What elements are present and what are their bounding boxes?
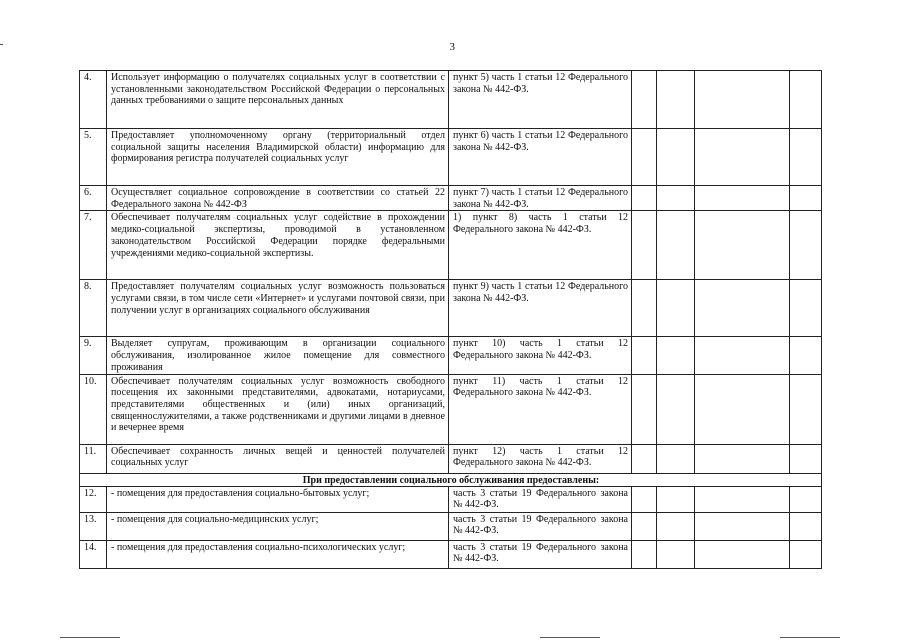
row-number: 12. — [80, 486, 107, 512]
blank-cell — [632, 337, 657, 374]
blank-cell — [657, 486, 695, 512]
blank-cell — [790, 71, 822, 129]
blank-cell — [657, 129, 695, 186]
blank-cell — [695, 129, 790, 186]
blank-cell — [790, 280, 822, 337]
blank-cell — [657, 444, 695, 473]
blank-cell — [632, 540, 657, 568]
table-row — [80, 540, 822, 568]
requirement-text: - помещения для предоставления социально-бытовых услуг; — [107, 486, 449, 512]
blank-cell — [632, 71, 657, 129]
blank-cell — [790, 211, 822, 280]
blank-cell — [790, 486, 822, 512]
legal-reference: пункт 11) часть 1 статьи 12 Федерального закона № 442-ФЗ. — [449, 374, 632, 444]
blank-cell — [695, 512, 790, 540]
legal-reference: пункт 7) часть 1 статьи 12 Федерального закона № 442-ФЗ. — [449, 186, 632, 211]
row-number: 13. — [80, 512, 107, 540]
requirement-text: Предоставляет получателям социальных услуг возможность пользоваться услугами связи, в том числе сети «Интернет» и услугами почтовой связи, при получении услуг в организациях социального обслуживания — [107, 280, 449, 337]
blank-cell — [657, 186, 695, 211]
requirement-text: - помещения для социально-медицинских услуг; — [107, 512, 449, 540]
table-row — [80, 211, 822, 280]
blank-cell — [632, 211, 657, 280]
requirement-text: - помещения для предоставления социально-психологических услуг; — [107, 540, 449, 568]
row-number: 5. — [80, 129, 107, 186]
blank-cell — [790, 129, 822, 186]
table-row — [80, 129, 822, 186]
table-row — [80, 186, 822, 211]
blank-cell — [632, 444, 657, 473]
scan-artifact — [0, 44, 3, 45]
legal-reference: пункт 10) часть 1 статьи 12 Федерального закона № 442-ФЗ. — [449, 337, 632, 374]
table-row — [80, 444, 822, 473]
row-number: 4. — [80, 71, 107, 129]
row-number: 6. — [80, 186, 107, 211]
blank-cell — [657, 374, 695, 444]
blank-cell — [695, 374, 790, 444]
row-number: 14. — [80, 540, 107, 568]
blank-cell — [632, 186, 657, 211]
requirement-text: Обеспечивает сохранность личных вещей и ценностей получателей социальных услуг — [107, 444, 449, 473]
blank-cell — [695, 540, 790, 568]
blank-cell — [695, 186, 790, 211]
blank-cell — [695, 211, 790, 280]
legal-reference: часть 3 статьи 19 Федерального закона № 442-ФЗ. — [449, 512, 632, 540]
table-row — [80, 512, 822, 540]
blank-cell — [790, 444, 822, 473]
blank-cell — [657, 280, 695, 337]
blank-cell — [790, 374, 822, 444]
row-number: 8. — [80, 280, 107, 337]
row-number: 10. — [80, 374, 107, 444]
table-row — [80, 337, 822, 374]
blank-cell — [695, 71, 790, 129]
blank-cell — [657, 71, 695, 129]
legal-reference: пункт 6) часть 1 статьи 12 Федерального закона № 442-ФЗ. — [449, 129, 632, 186]
blank-cell — [657, 512, 695, 540]
blank-cell — [790, 512, 822, 540]
scan-artifact — [780, 637, 840, 638]
blank-cell — [657, 540, 695, 568]
blank-cell — [657, 337, 695, 374]
legal-reference: 1) пункт 8) часть 1 статьи 12 Федерального закона № 442-ФЗ. — [449, 211, 632, 280]
legal-reference: часть 3 статьи 19 Федерального закона № 442-ФЗ. — [449, 486, 632, 512]
blank-cell — [632, 486, 657, 512]
legal-reference: пункт 5) часть 1 статьи 12 Федерального закона № 442-ФЗ. — [449, 71, 632, 129]
blank-cell — [632, 280, 657, 337]
requirement-text: Использует информацию о получателях социальных услуг в соответствии с установленными законодательством Российской Федерации о персональных данных требованиями о защите персональных данных — [107, 71, 449, 129]
blank-cell — [695, 486, 790, 512]
blank-cell — [695, 444, 790, 473]
blank-cell — [695, 337, 790, 374]
section-heading: При предоставлении социального обслуживания предоставлены: — [80, 473, 822, 486]
row-number: 7. — [80, 211, 107, 280]
requirement-text: Осуществляет социальное сопровождение в соответствии со статьей 22 Федерального закона № 442-ФЗ — [107, 186, 449, 211]
legal-reference: пункт 9) часть 1 статьи 12 Федерального закона № 442-ФЗ. — [449, 280, 632, 337]
blank-cell — [790, 186, 822, 211]
blank-cell — [657, 211, 695, 280]
requirement-text: Обеспечивает получателям социальных услуг содействие в прохождении медико-социальной экспертизы, проводимой в установленном законодательством Российской Федерации порядке федеральными учреждениями медико-социальной экспертизы. — [107, 211, 449, 280]
section-row — [80, 473, 822, 486]
legal-reference: часть 3 статьи 19 Федерального закона № 442-ФЗ. — [449, 540, 632, 568]
blank-cell — [632, 374, 657, 444]
blank-cell — [632, 512, 657, 540]
row-number: 11. — [80, 444, 107, 473]
blank-cell — [695, 280, 790, 337]
table-row — [80, 374, 822, 444]
scan-artifact — [540, 637, 600, 638]
requirement-text: Предоставляет уполномоченному органу (территориальный отдел социальной защиты населения Владимирской области) информацию для формирования регистра получателей социальных услуг — [107, 129, 449, 186]
blank-cell — [632, 129, 657, 186]
blank-cell — [790, 337, 822, 374]
table-row — [80, 486, 822, 512]
blank-cell — [790, 540, 822, 568]
scan-artifact — [60, 637, 120, 638]
requirements-table — [79, 70, 822, 569]
table-row — [80, 71, 822, 129]
requirement-text: Выделяет супругам, проживающим в организации социального обслуживания, изолированное жилое помещение для совместного проживания — [107, 337, 449, 374]
table-row — [80, 280, 822, 337]
row-number: 9. — [80, 337, 107, 374]
page-number: 3 — [449, 41, 456, 53]
legal-reference: пункт 12) часть 1 статьи 12 Федерального закона № 442-ФЗ. — [449, 444, 632, 473]
requirement-text: Обеспечивает получателям социальных услуг возможность свободного посещения их законными представителями, адвокатами, нотариусами, представителями общественных и (или) иных организаций, священнослужителями, а также родственниками и другими лицами в дневное и вечернее время — [107, 374, 449, 444]
